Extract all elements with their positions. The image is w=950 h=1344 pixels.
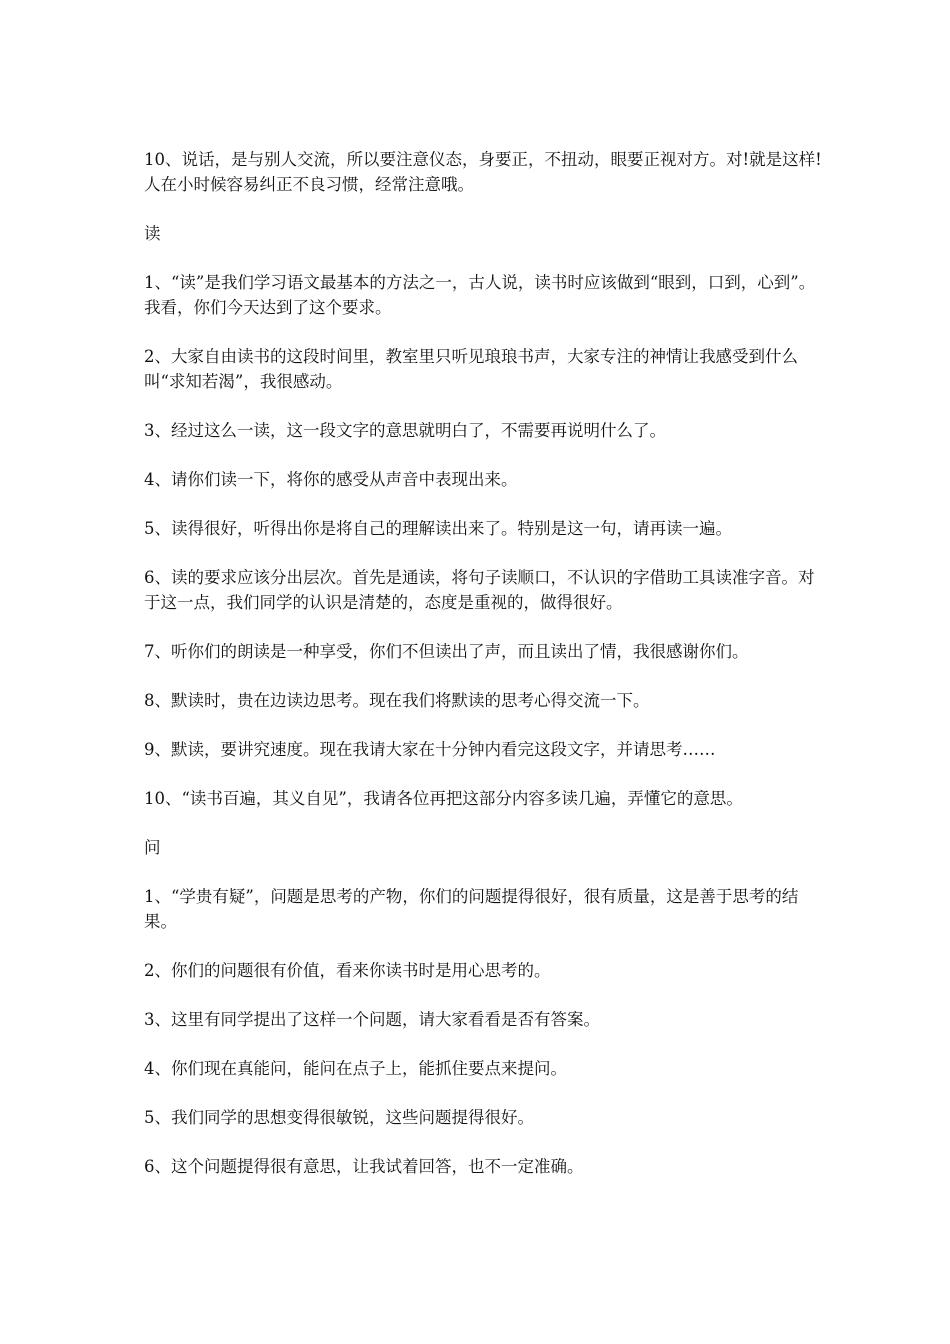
read-item-3: 3、经过这么一读，这一段文字的意思就明白了，不需要再说明什么了。 (144, 421, 666, 440)
ask-item-6: 6、这个问题提得很有意思，让我试着回答，也不一定准确。 (144, 1157, 584, 1176)
read-item-9: 9、默读，要讲究速度。现在我请大家在十分钟内看完这段文字，并请思考…… (144, 740, 716, 759)
read-item-2: 2、大家自由读书的这段时间里，教室里只听见琅琅书声，大家专注的神情让我感受到什么叫“求知若渴”，我很感动。 (144, 347, 798, 391)
ask-item-3: 3、这里有同学提出了这样一个问题，请大家看看是否有答案。 (144, 1010, 600, 1029)
read-item-7: 7、听你们的朗读是一种享受，你们不但读出了声，而且读出了情，我很感谢你们。 (144, 642, 749, 661)
section-heading-ask: 问 (144, 838, 161, 857)
ask-item-2: 2、你们的问题很有价值，看来你读书时是用心思考的。 (144, 961, 551, 980)
section-heading-read: 读 (144, 224, 161, 243)
read-item-10: 10、“读书百遍，其义自见”，我请各位再把这部分内容多读几遍，弄懂它的意思。 (144, 789, 743, 808)
ask-item-4: 4、你们现在真能问，能问在点子上，能抓住要点来提问。 (144, 1059, 567, 1078)
document-body (144, 147, 824, 1203)
read-item-8: 8、默读时，贵在边读边思考。现在我们将默读的思考心得交流一下。 (144, 691, 650, 710)
read-item-5: 5、读得很好，听得出你是将自己的理解读出来了。特别是这一句，请再读一遍。 (144, 519, 732, 538)
ask-item-5: 5、我们同学的思想变得很敏锐，这些问题提得很好。 (144, 1108, 534, 1127)
read-item-4: 4、请你们读一下，将你的感受从声音中表现出来。 (144, 470, 518, 489)
read-item-1: 1、“读”是我们学习语文最基本的方法之一，古人说，读书时应该做到“眼到，口到，心到”。我看，你们今天达到了这个要求。 (144, 273, 816, 317)
read-item-6: 6、读的要求应该分出层次。首先是通读，将句子读顺口，不认识的字借助工具读准字音。对于这一点，我们同学的认识是清楚的，态度是重视的，做得很好。 (144, 568, 815, 612)
ask-item-1: 1、“学贵有疑”，问题是思考的产物，你们的问题提得很好，很有质量，这是善于思考的结果。 (144, 887, 799, 931)
speak-item-10: 10、说话，是与别人交流，所以要注意仪态，身要正，不扭动，眼要正视对方。对!就是这样!人在小时候容易纠正不良习惯，经常注意哦。 (144, 150, 822, 194)
